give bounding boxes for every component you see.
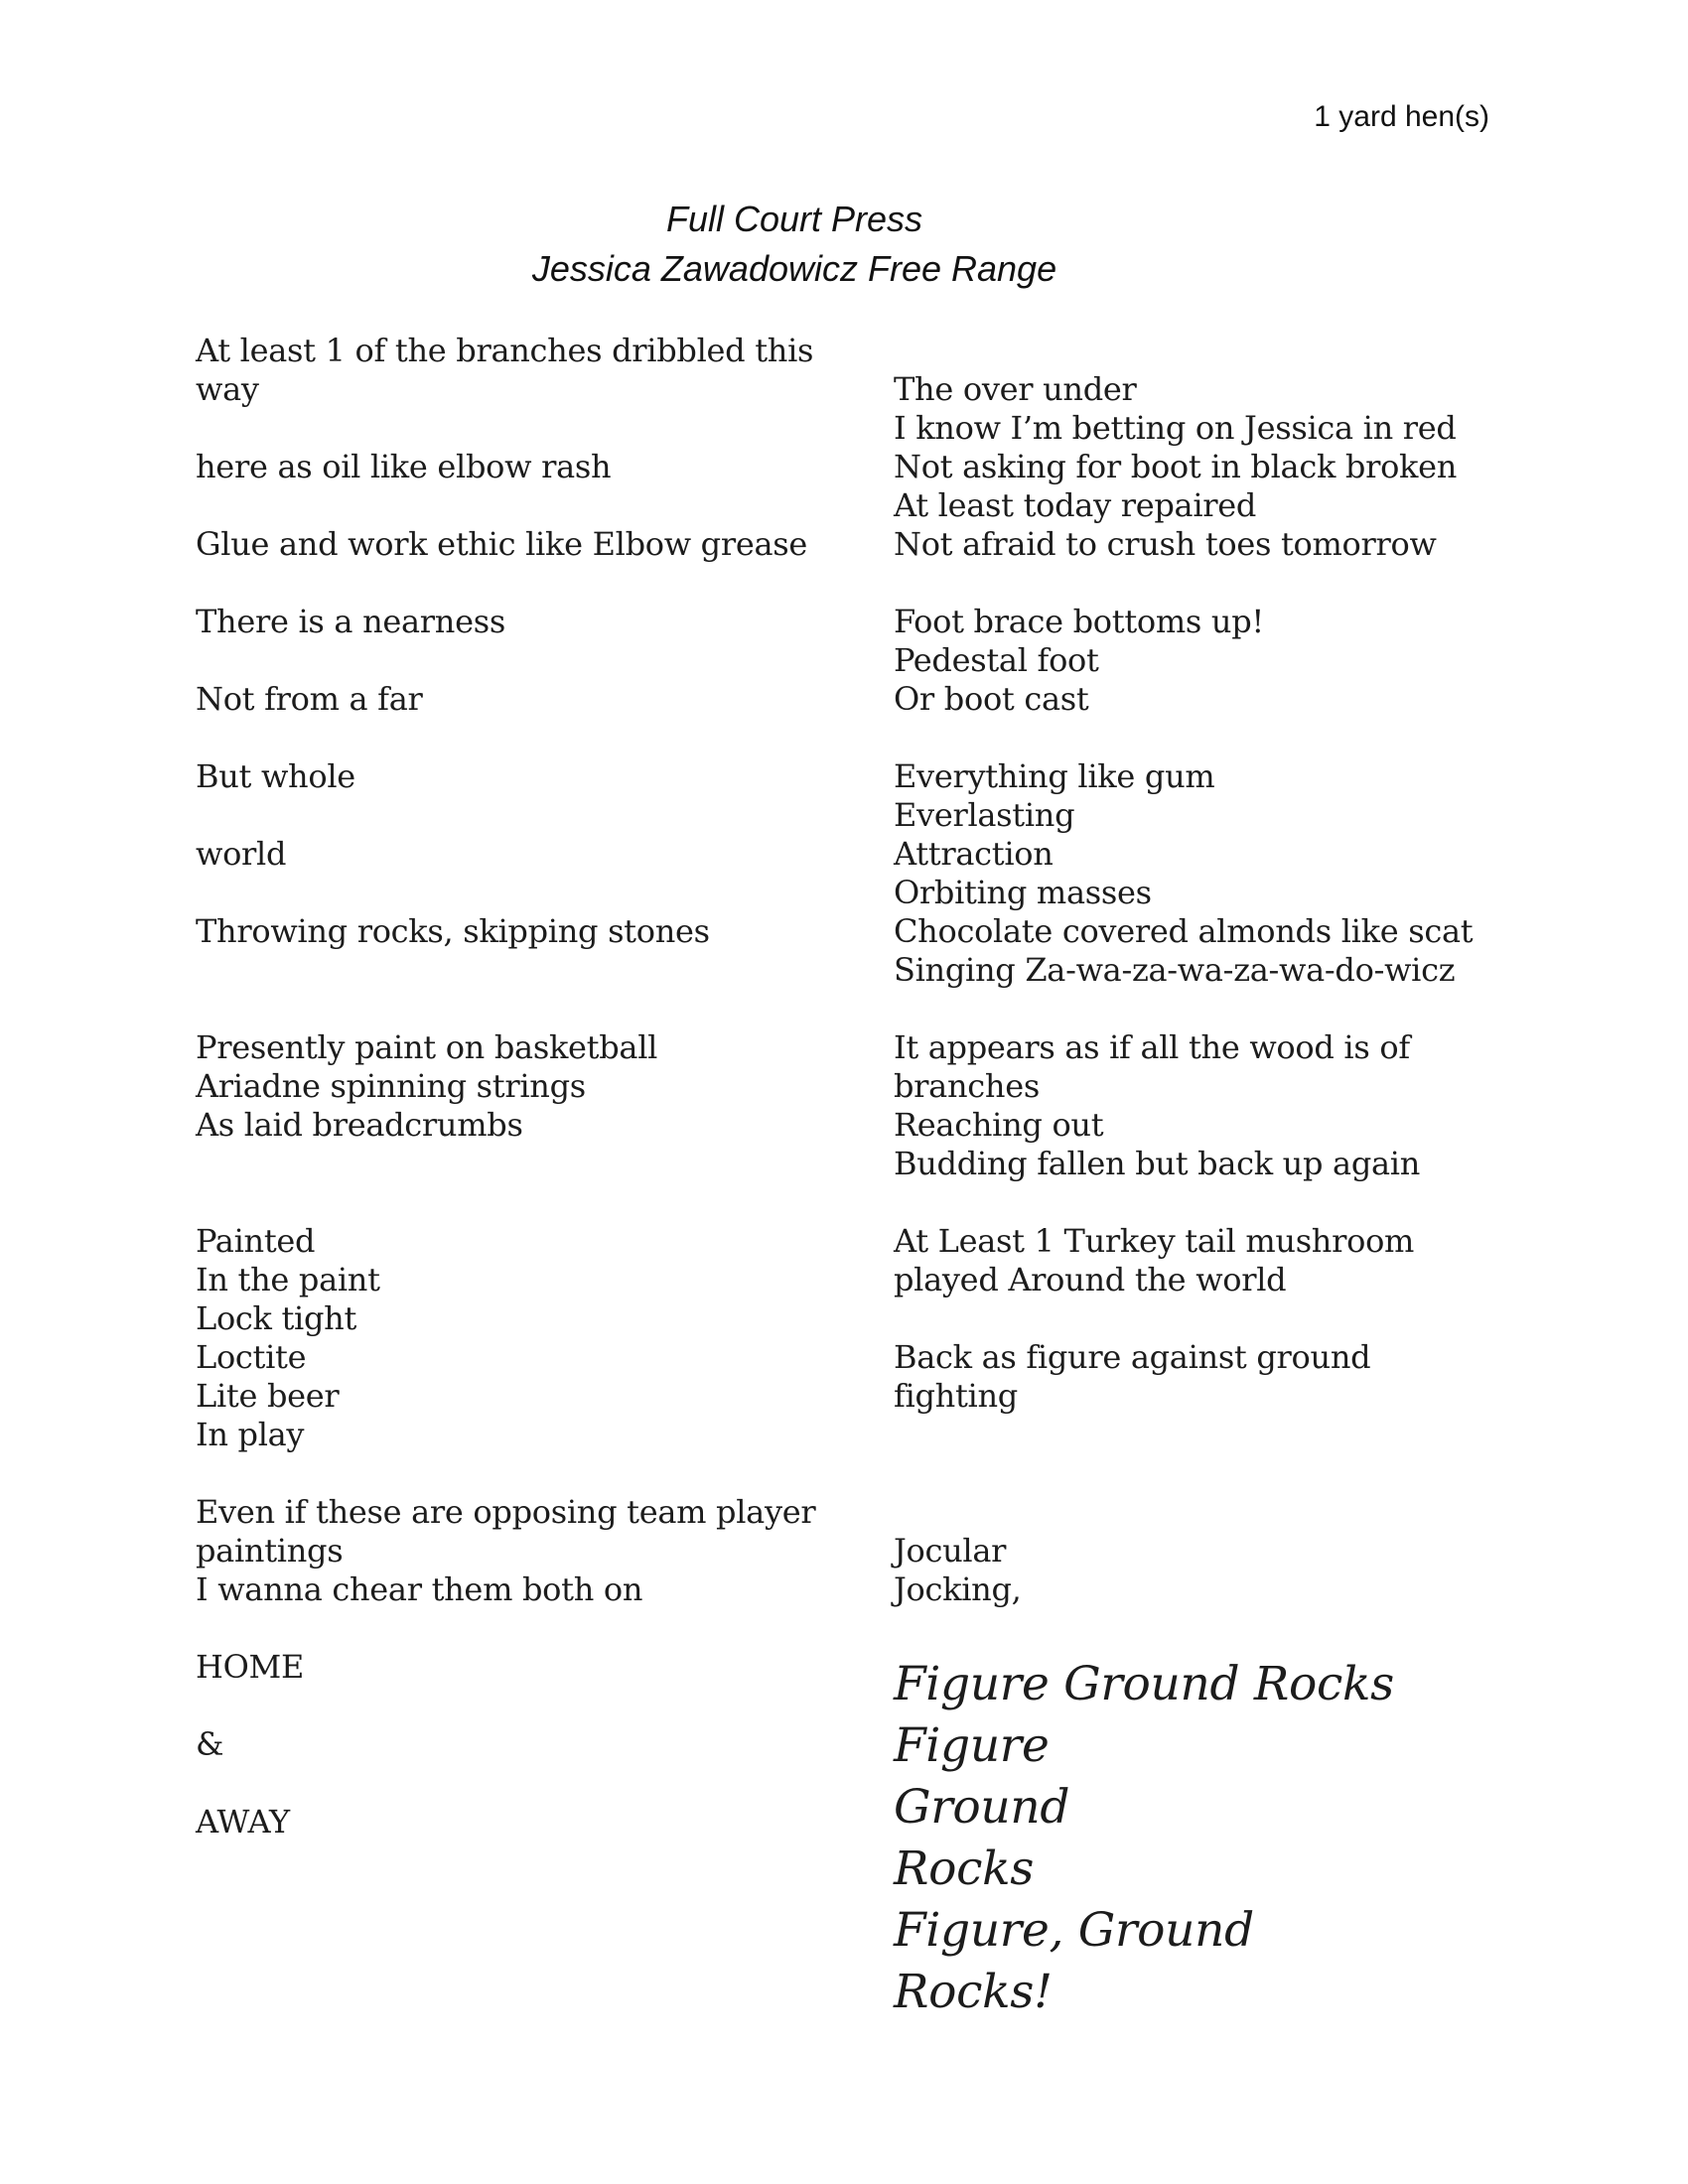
poem-line: & xyxy=(196,1725,224,1763)
poem-blank-line xyxy=(894,332,1529,370)
poem-blank-line xyxy=(894,1299,1529,1338)
poem-line: Rocks xyxy=(894,1842,1035,1896)
poem-line: Painted xyxy=(196,1222,316,1260)
poem-blank-line xyxy=(894,1609,1529,1648)
poem-blank-line xyxy=(196,1183,871,1222)
poem-blank-line xyxy=(196,1764,871,1803)
poem-line: Glue and work ethic like Elbow grease xyxy=(196,525,808,563)
poem-line: Presently paint on basketball xyxy=(196,1028,658,1066)
poem-blank-line xyxy=(196,1145,871,1183)
poem-line: Not from a far xyxy=(196,680,423,718)
poem-line: Lock tight xyxy=(196,1299,357,1337)
poem-author: Jessica Zawadowicz Free Range xyxy=(531,248,1057,289)
poem-line: Singing Za-wa-za-wa-za-wa-do-wicz xyxy=(894,951,1456,989)
poem-title-block xyxy=(196,195,1393,294)
poem-line: Jocking, xyxy=(894,1570,1022,1608)
poem-blank-line xyxy=(894,1454,1529,1493)
poem-line: HOME xyxy=(196,1648,305,1686)
poem-line: It appears as if all the wood is of xyxy=(894,1028,1410,1066)
poem-line: Ariadne spinning strings xyxy=(196,1067,586,1105)
poem-line: Rocks! xyxy=(894,1965,1053,2019)
poem-line: Even if these are opposing team player xyxy=(196,1493,816,1531)
poem-line: Chocolate covered almonds like scat xyxy=(894,912,1474,950)
poem-blank-line xyxy=(894,1183,1529,1222)
poem-line: The over under xyxy=(894,370,1137,408)
poem-column-right xyxy=(894,332,1529,2023)
poem-title: Full Court Press xyxy=(665,199,923,239)
poem-line: fighting xyxy=(894,1377,1018,1415)
poem-line: Loctite xyxy=(196,1338,307,1376)
poem-blank-line xyxy=(196,1609,871,1648)
poem-blank-line xyxy=(196,874,871,912)
poem-line: Budding fallen but back up again xyxy=(894,1145,1421,1182)
poem-blank-line xyxy=(196,719,871,757)
poem-blank-line xyxy=(894,990,1529,1028)
poem-line: Not asking for boot in black broken xyxy=(894,448,1458,485)
poem-line: Jocular xyxy=(894,1532,1007,1570)
poem-line: Foot brace bottoms up! xyxy=(894,603,1264,640)
poem-line: I know I’m betting on Jessica in red xyxy=(894,409,1457,447)
poem-line: Ground xyxy=(894,1780,1070,1835)
poem-column-left xyxy=(196,332,871,1842)
poem-blank-line xyxy=(894,1416,1529,1454)
poem-line: played Around the world xyxy=(894,1261,1287,1298)
poem-blank-line xyxy=(196,486,871,525)
poem-ending-block xyxy=(894,1654,1529,2023)
poem-blank-line xyxy=(196,564,871,603)
header-note: 1 yard hen(s) xyxy=(1314,100,1489,133)
poem-blank-line xyxy=(196,641,871,680)
poem-line: Reaching out xyxy=(894,1106,1104,1144)
poem-line: Figure Ground Rocks xyxy=(894,1657,1395,1711)
poem-blank-line xyxy=(196,951,871,990)
poem-line: I wanna chear them both on xyxy=(196,1570,643,1608)
poem-line: here as oil like elbow rash xyxy=(196,448,612,485)
poem-blank-line xyxy=(196,1687,871,1725)
poem-line: In play xyxy=(196,1416,305,1453)
poem-blank-line xyxy=(894,719,1529,757)
poem-line: Orbiting masses xyxy=(894,874,1152,911)
poem-line: At Least 1 Turkey tail mushroom xyxy=(894,1222,1415,1260)
poem-line: But whole xyxy=(196,757,355,795)
poem-line: Not afraid to crush toes tomorrow xyxy=(894,525,1437,563)
poem-line: Everlasting xyxy=(894,796,1075,834)
poem-blank-line xyxy=(894,564,1529,603)
poem-line: paintings xyxy=(196,1532,344,1570)
poem-line: branches xyxy=(894,1067,1040,1105)
poem-line: Back as figure against ground xyxy=(894,1338,1371,1376)
poem-line: There is a nearness xyxy=(196,603,505,640)
poem-line: Pedestal foot xyxy=(894,641,1099,679)
poem-line: Throwing rocks, skipping stones xyxy=(196,912,710,950)
poem-line: AWAY xyxy=(196,1803,290,1841)
poem-line: Figure, Ground xyxy=(894,1903,1254,1958)
poem-blank-line xyxy=(196,409,871,448)
poem-line: Attraction xyxy=(894,835,1054,873)
poem-line: way xyxy=(196,370,259,408)
poem-blank-line xyxy=(894,1493,1529,1532)
poem-blank-line xyxy=(196,990,871,1028)
poem-line: At least 1 of the branches dribbled this xyxy=(196,332,814,369)
poem-line: Or boot cast xyxy=(894,680,1089,718)
poem-line: At least today repaired xyxy=(894,486,1257,524)
poem-line: Figure xyxy=(894,1718,1050,1773)
poem-line: As laid breadcrumbs xyxy=(196,1106,523,1144)
poem-line: Lite beer xyxy=(196,1377,340,1415)
poem-line: In the paint xyxy=(196,1261,380,1298)
poem-line: world xyxy=(196,835,287,873)
poem-blank-line xyxy=(196,796,871,835)
poem-blank-line xyxy=(196,1454,871,1493)
poem-column-right-stanzas xyxy=(894,332,1529,1648)
poem-line: Everything like gum xyxy=(894,757,1215,795)
